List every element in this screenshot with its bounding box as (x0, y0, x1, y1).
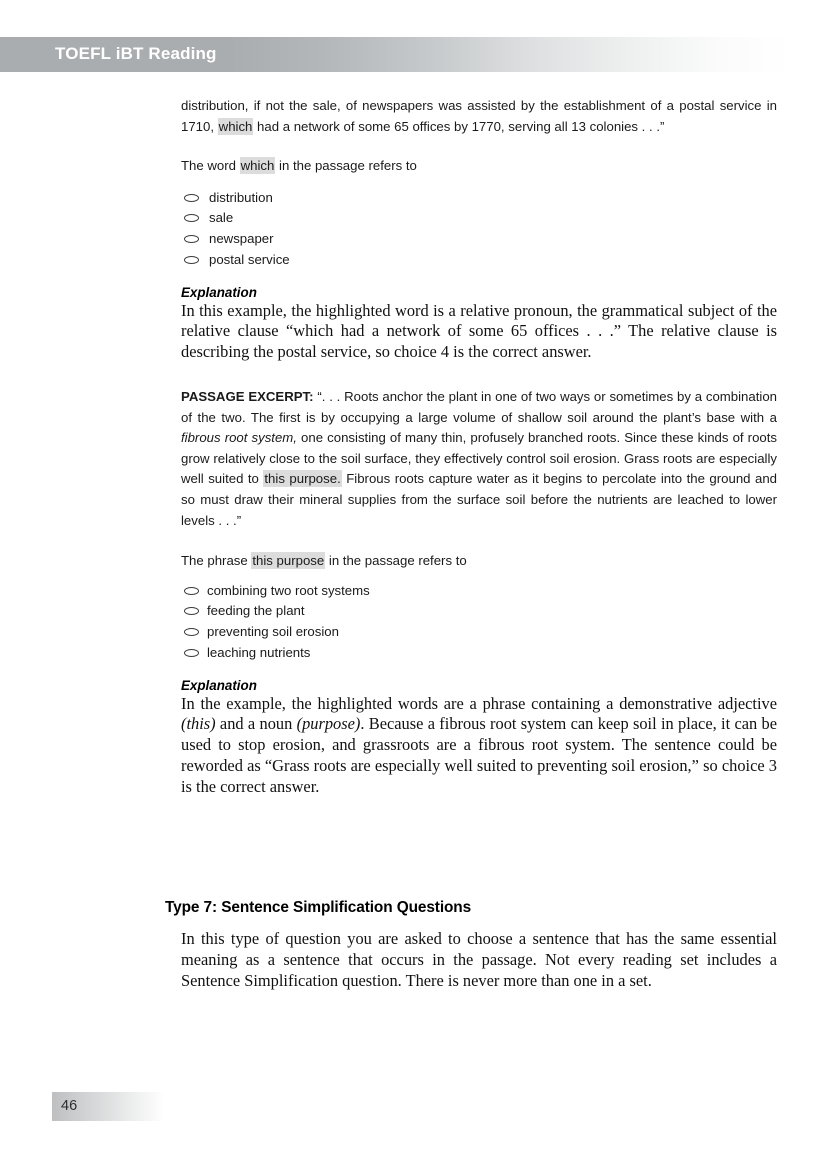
question-1-stem-after: in the passage refers to (275, 158, 417, 174)
explanation-2-part-3: . Because a fibrous root system can keep soil in place, it can be used to stop erosion, and grassroots are a fibrous root system. The sentence could be reworded as “Grass roots are especially well suited to preventing soil erosion,” so choice 3 is the correct answer. (181, 714, 777, 796)
question-2-option-1[interactable] (181, 581, 777, 602)
option-label: postal service (209, 251, 290, 267)
radio-button-icon[interactable] (184, 649, 199, 657)
option-label: distribution (209, 189, 273, 205)
radio-button-icon[interactable] (184, 256, 199, 264)
question-2-stem-before: The phrase (181, 553, 252, 569)
question-1-stem (181, 156, 777, 177)
page-content (181, 96, 777, 798)
question-1-stem-before: The word (181, 158, 240, 174)
radio-button-icon[interactable] (184, 235, 199, 243)
explanation-2-heading: Explanation (181, 677, 257, 693)
passage-1-text-before: distribution, if not the sale, of newspapers was assisted by the establishment of a postal service in 1710, (181, 98, 777, 134)
explanation-1-heading: Explanation (181, 284, 257, 300)
passage-2-part-2: one consisting of many thin, profusely branched roots. Since these kinds of roots grow relatively close to the soil surface, they effectively control soil erosion. Grass roots are especially well suited to (181, 430, 778, 487)
radio-button-icon[interactable] (184, 214, 199, 222)
explanation-1-body: In this example, the highlighted word is a relative pronoun, the grammatical subject of the relative clause “which had a network of some 65 offices . . .” The relative clause is describing the postal service, so choice 4 is the correct answer. (181, 300, 777, 362)
question-1-option-2[interactable] (181, 208, 777, 229)
question-2-option-3[interactable] (181, 622, 777, 643)
option-label: preventing soil erosion (207, 624, 339, 640)
radio-button-icon[interactable] (184, 628, 199, 636)
option-label: combining two root systems (207, 582, 370, 598)
question-2-stem-after: in the passage refers to (325, 553, 467, 569)
question-2-option-2[interactable] (181, 601, 777, 622)
explanation-2-part-1: In the example, the highlighted words are a phrase containing a demonstrative adjective (181, 693, 777, 713)
explanation-2-part-2: and a noun (215, 714, 297, 734)
explanation-2-body (181, 694, 777, 798)
passage-2-label: PASSAGE EXCERPT: (181, 388, 314, 404)
page-header-title: TOEFL iBT Reading (55, 44, 217, 63)
question-1-option-4[interactable] (181, 250, 777, 271)
question-2-option-4[interactable] (181, 643, 777, 664)
option-label: feeding the plant (207, 603, 305, 619)
passage-excerpt-1 (181, 96, 777, 137)
radio-button-icon[interactable] (184, 587, 199, 595)
page-number: 46 (61, 1098, 78, 1114)
passage-2-part-3: Fibrous roots capture water as it begins to percolate into the ground and so must draw their mineral supplies from the surface soil before the nutrients are leached to lower levels . . .” (181, 471, 777, 528)
question-2-stem-highlight: this purpose (252, 553, 325, 569)
explanation-2-italic-2: (purpose) (296, 714, 361, 734)
question-2-options (181, 581, 777, 664)
question-1-option-1[interactable] (181, 188, 777, 209)
passage-2-italic-1: fibrous root system, (181, 430, 297, 446)
question-1-option-3[interactable] (181, 229, 777, 250)
radio-button-icon[interactable] (184, 607, 199, 615)
question-1-options (181, 188, 777, 271)
option-label: newspaper (209, 231, 274, 247)
section-heading: Type 7: Sentence Simplification Questions (165, 899, 472, 916)
section-body-text: In this type of question you are asked to choose a sentence that has the same essential meaning as a sentence that occurs in the passage. Not every reading set includes a Sentence Simplification question. There is never more than one in a set. (181, 929, 777, 990)
radio-button-icon[interactable] (184, 194, 199, 202)
passage-1-highlight: which (218, 118, 253, 134)
section-body-wrapper (181, 929, 777, 991)
question-2-stem (181, 551, 777, 572)
question-1-stem-highlight: which (240, 158, 275, 174)
explanation-2-italic-1: (this) (181, 714, 216, 734)
option-label: sale (209, 210, 234, 226)
passage-excerpt-2 (181, 387, 777, 531)
passage-1-text-after: had a network of some 65 offices by 1770, serving all 13 colonies . . .” (253, 118, 665, 134)
option-label: leaching nutrients (207, 644, 311, 660)
passage-2-highlight: this purpose. (264, 471, 341, 487)
passage-2-part-1: “. . . Roots anchor the plant in one of two ways or sometimes by a combination of the two. The first is by occupying a large volume of shallow soil around the plant’s base with a (181, 388, 777, 425)
